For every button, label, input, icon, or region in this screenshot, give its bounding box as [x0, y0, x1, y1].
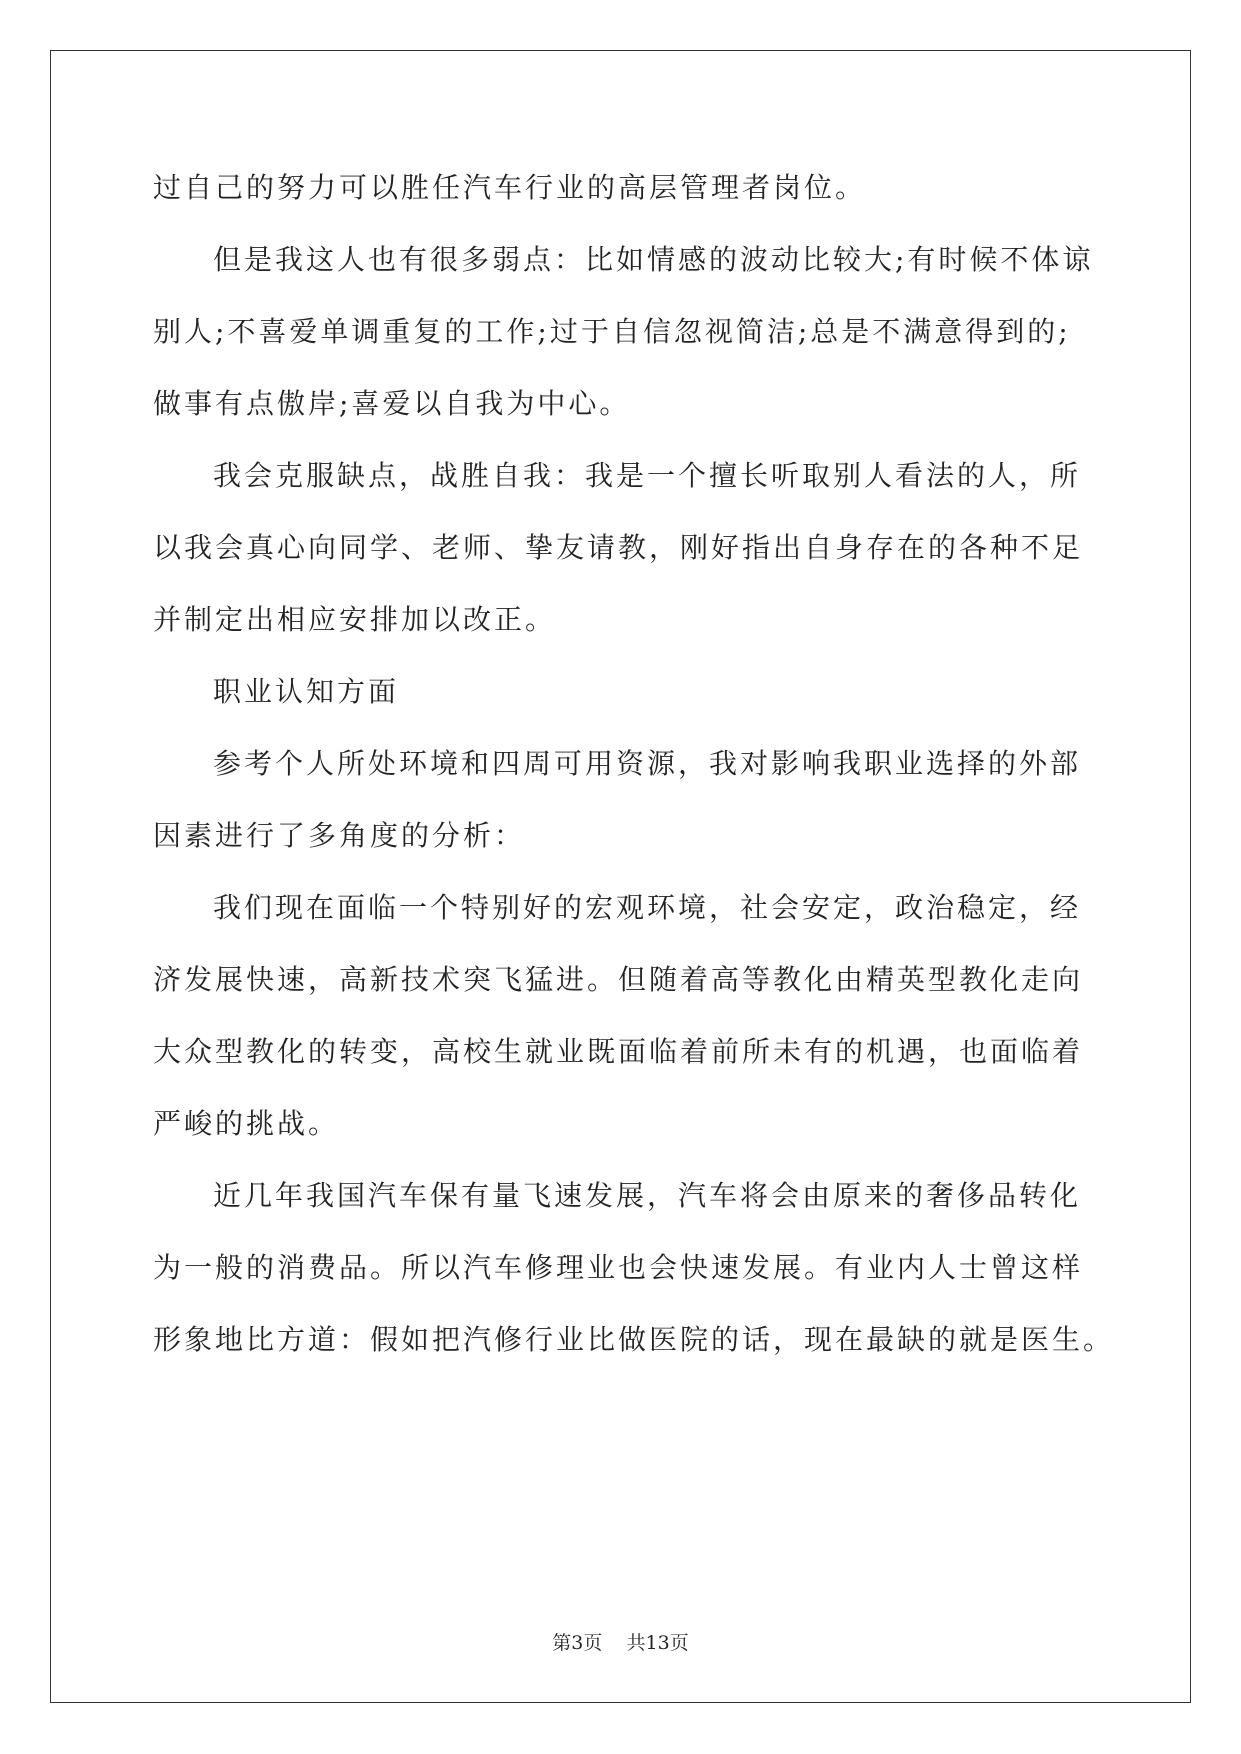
text-line: 我们现在面临一个特别好的宏观环境，社会安定，政治稳定，经 [213, 891, 1082, 924]
text-line: 济发展快速，高新技术突飞猛进。但随着高等教化由精英型教化走向 [153, 963, 1084, 996]
text-line: 大众型教化的转变，高校生就业既面临着前所未有的机遇，也面临着 [153, 1035, 1084, 1068]
text-line: 因素进行了多角度的分析： [153, 819, 526, 852]
text-line: 形象地比方道：假如把汽修行业比做医院的话，现在最缺的就是医生。 [153, 1323, 1115, 1356]
text-line: 做事有点傲岸;喜爱以自我为中心。 [153, 387, 631, 420]
text-line: 以我会真心向同学、老师、挚友请教，刚好指出自身存在的各种不足 [153, 531, 1084, 564]
text-line: 严峻的挑战。 [153, 1107, 340, 1140]
text-line: 但是我这人也有很多弱点：比如情感的波动比较大;有时候不体谅 [213, 243, 1094, 276]
section-heading: 职业认知方面 [213, 675, 400, 708]
page-total: 共13页 [626, 1632, 689, 1654]
text-line: 别人;不喜爱单调重复的工作;过于自信忽视简洁;总是不满意得到的; [153, 315, 1071, 348]
text-line: 并制定出相应安排加以改正。 [153, 603, 557, 636]
text-line: 我会克服缺点，战胜自我：我是一个擅长听取别人看法的人，所 [213, 459, 1082, 492]
page-number: 第3页 [552, 1632, 603, 1654]
page-border [50, 50, 1191, 1703]
page-footer [0, 1630, 1241, 1656]
text-line: 参考个人所处环境和四周可用资源，我对影响我职业选择的外部 [213, 747, 1082, 780]
text-line: 过自己的努力可以胜任汽车行业的高层管理者岗位。 [153, 171, 867, 204]
text-line: 近几年我国汽车保有量飞速发展，汽车将会由原来的奢侈品转化 [213, 1179, 1082, 1212]
text-line: 为一般的消费品。所以汽车修理业也会快速发展。有业内人士曾这样 [153, 1251, 1084, 1284]
